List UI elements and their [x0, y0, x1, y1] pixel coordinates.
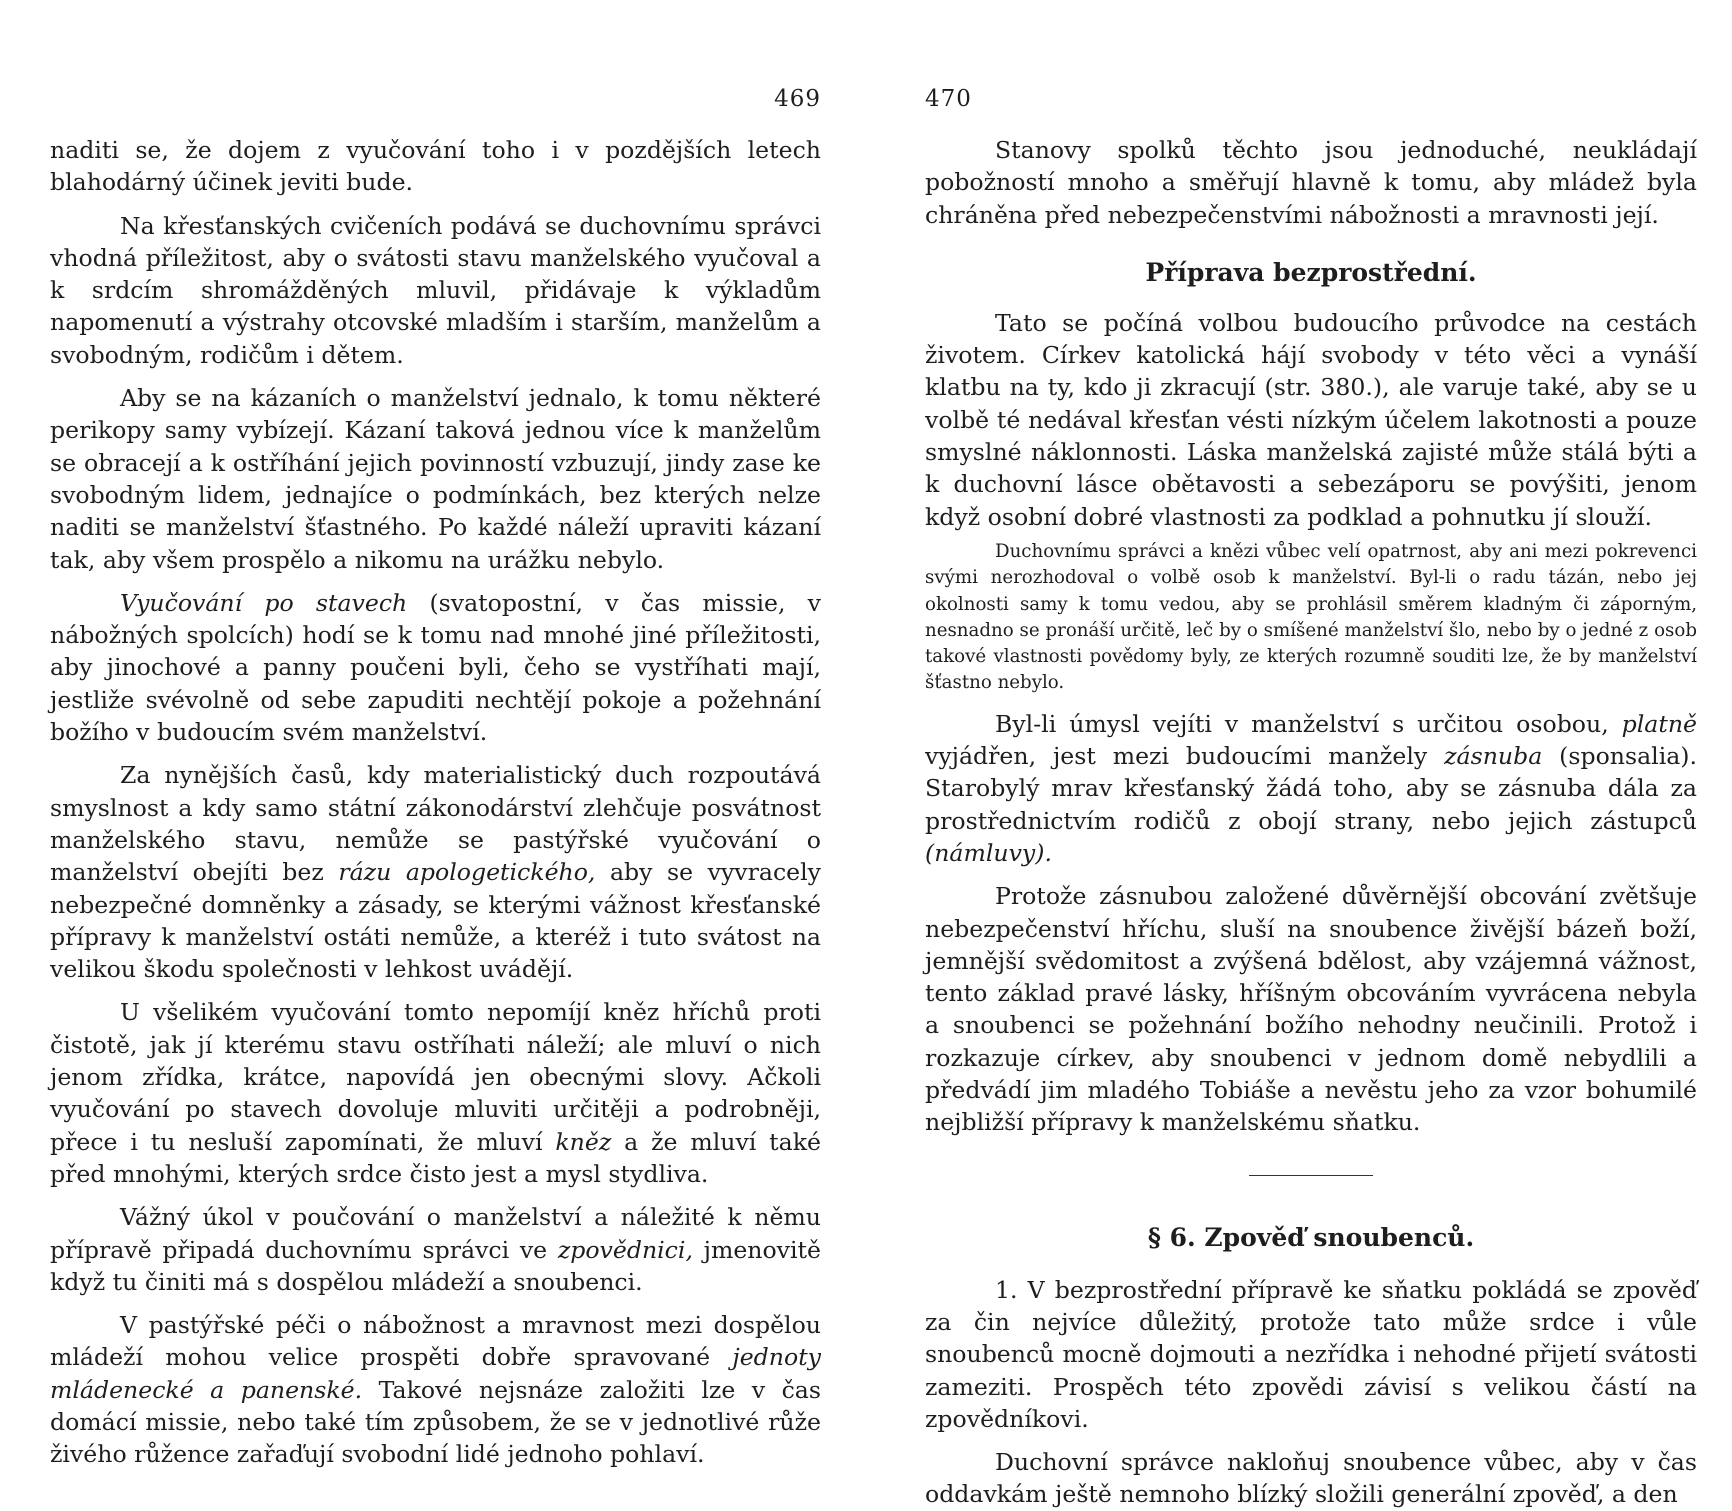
- page-body: [925, 134, 1697, 1511]
- paragraph-text: vyjádřen, jest mezi budoucími manžely: [925, 742, 1445, 771]
- paragraph: [925, 708, 1697, 869]
- paragraph-text: aby se vyvracely nebezpečné domněnky a zásady, se kterými vážnost křesťanské přípravy k manželství ostáti nemůže, a kteréž i tuto svátost na velikou škodu společnosti v lehkost uvádějí.: [50, 858, 822, 984]
- footnote-paragraph: Duchovnímu správci a knězi vůbec velí opatrnost, aby ani mezi pokrevenci svými nerozhodoval o volbě osob k manželství. Byl-li o radu tázán, nebo jej okolnosti samy k tomu vedou, aby se prohlásil směrem kladným či záporným, nesnadno se pronáší určitě, leč by o smíšené manželství šlo, nebo by o jedné z osob takové vlastnosti povědomy byly, ze kterých rozumně souditi lze, že by manželství šťastno nebylo.: [925, 540, 1697, 694]
- paragraph-text: Takové nejsnáze založiti lze v čas domácí missie, nebo také tím způsobem, že se v jednotlivé růže živého růžence zařaďují svobodní lidé jednoho pohlaví.: [50, 1375, 821, 1469]
- paragraph-text: Byl-li úmysl vejíti v manželství s určitou osobou,: [995, 709, 1622, 738]
- paragraph: Na křesťanských cvičeních podává se duchovnímu správci vhodná příležitost, aby o svátosti stavu manželského vyučoval a k srdcím shromážděných mluvil, přidávaje k výkladům napomenutí a výstrahy otcovské mladším i starším, manželům a svobodným, rodičům i dětem.: [50, 211, 821, 369]
- paragraph: [50, 1309, 821, 1470]
- italic-term: platně: [1621, 709, 1697, 738]
- paragraph-text: Vážný úkol v poučování o manželství a náležité k němu přípravě připadá duchovnímu správci ve: [50, 1203, 821, 1264]
- paragraph-text: (svatopostní, v čas missie, v nábožných spolcích) hodí se k tomu nad mnohé jiné příležitosti, aby jinochové a panny poučeni byli, čeho se vystříhati mají, jestliže svévolně od sebe zapuditi nechtějí pokoje a požehnání božího v budoucím svém manželství.: [50, 588, 821, 747]
- paragraph-text: V pastýřské péči o nábožnost a mravnost mezi dospělou mládeží mohou velice prospěti dobře spravované: [50, 1311, 821, 1372]
- paragraph: Protože zásnubou založené důvěrnější obcování zvětšuje nebezpečenství hříchu, sluší na snoubence živější bázeň boží, jemnější svědomitost a zvýšená bdělost, aby vzájemná vážnost, tento základ pravé lásky, hříšným obcováním vyvrácena nebyla a snoubenci se požehnání božího nehodny neučinili. Protož i rozkazuje církev, aby snoubenci v jednom domě nebydlili a předvádí jim mladého Tobiáše a nevěstu jeho za vzor bohumilé nejbližší přípravy k manželskému sňatku.: [925, 882, 1697, 1137]
- paragraph: [50, 759, 821, 985]
- italic-term: (námluvy).: [925, 838, 1052, 867]
- italic-term: zásnuba: [1444, 742, 1543, 771]
- paragraph-text: U všelikém vyučování tomto nepomíjí kněz hříchů proti čistotě, jak jí kterému stavu ostříhati náleží; ale mluví o nich jenom zřídka, krátce, napovídá jen obecnými slovy. Ačkoli vyučování po stavech dovoluje mluviti určitěji a podrobněji, přece i tu nesluší zapomínati, že mluví: [50, 998, 821, 1156]
- paragraph-text: a že mluví také před mnohými, kterých srdce čisto jest a mysl stydliva.: [50, 1127, 821, 1188]
- italic-term: jednoty mládenecké a panenské.: [50, 1343, 821, 1404]
- paragraph: Duchovní správce nakloňuj snoubence vůbec, aby v čas oddavkám ještě nemnoho blízký složili generální zpověď, a den: [925, 1448, 1697, 1509]
- paragraph: 1. V bezprostřední přípravě ke sňatku pokládá se zpověď za čin nejvíce důležitý, protože tato může srdce i vůle snoubenců mocně dojmouti a nezřídka i nehodné přijetí svátosti zameziti. Prospěch této zpovědi závisí s velikou částí na zpovědníkovi.: [925, 1275, 1697, 1433]
- paragraph-text: (sponsalia). Starobylý mrav křesťanský žádá toho, aby se zásnuba dála za prostřednictvím rodičů z obojí strany, nebo jejich zástupců: [925, 742, 1698, 835]
- section-heading: § 6. Zpověď snoubenců.: [1147, 1222, 1475, 1252]
- paragraph: naditi se, že dojem z vyučování toho i v pozdějších letech blahodárný účinek jeviti bude.: [50, 136, 821, 197]
- paragraph-text: jmenovitě když tu činiti má s dospělou mládeží a snoubenci.: [50, 1235, 821, 1296]
- section-heading: Příprava bezprostřední.: [1145, 257, 1477, 287]
- page-body: [50, 134, 821, 1471]
- italic-term: Vyučování po stavech: [120, 588, 408, 617]
- paragraph: [50, 996, 821, 1190]
- paragraph-text: Za nynějších časů, kdy materialistický duch rozpoutává smyslnost a kdy samo státní zákonodárství zlehčuje posvátnost manželského stavu, nemůže se pastýřské vyučování o manželství obejíti bez: [50, 761, 821, 887]
- italic-term: rázu apologetického,: [338, 858, 596, 887]
- paragraph: Stanovy spolků těchto jsou jednoduché, neukládají pobožností mnoho a směřují hlavně k tomu, aby mládež byla chráněna před nebezpečenstvími nábožnosti a mravnosti její.: [925, 136, 1697, 229]
- page-number: 469: [774, 86, 821, 112]
- paragraph: Aby se na kázaních o manželství jednalo, k tomu některé perikopy samy vybízejí. Kázaní taková jednou více k manželům se obracejí a k ostříhání jejich povinností vzbuzují, jindy zase ke svobodným lidem, jednajíce o podmínkách, bez kterých nelze naditi se manželství šťastného. Po každé náleží upraviti kázaní tak, aby všem prospělo a nikomu na urážku nebylo.: [50, 384, 821, 574]
- paragraph: [50, 587, 821, 748]
- italic-term: kněz: [555, 1127, 612, 1156]
- italic-term: zpovědnici,: [557, 1235, 693, 1264]
- paragraph: Tato se počíná volbou budoucího průvodce na cestách životem. Církev katolická hájí svobody v této věci a vynáší klatbu na ty, kdo ji zkracují (str. 380.), ale varuje také, aby se u volbě té nedával křesťan vésti nízkým účelem lakotnosti a pouze smyslné náklonnosti. Láska manželská zajisté může stálá býti a k duchovní lásce obětavosti a sebezáporu se povýšiti, jenom když osobní dobré vlastnosti za podklad a pohnutku jí slouží.: [925, 308, 1697, 531]
- right-page: [925, 0, 1698, 1509]
- section-divider: [1249, 1175, 1373, 1176]
- left-page: [50, 0, 821, 1500]
- paragraph: [50, 1201, 821, 1298]
- page-number: 470: [925, 86, 972, 112]
